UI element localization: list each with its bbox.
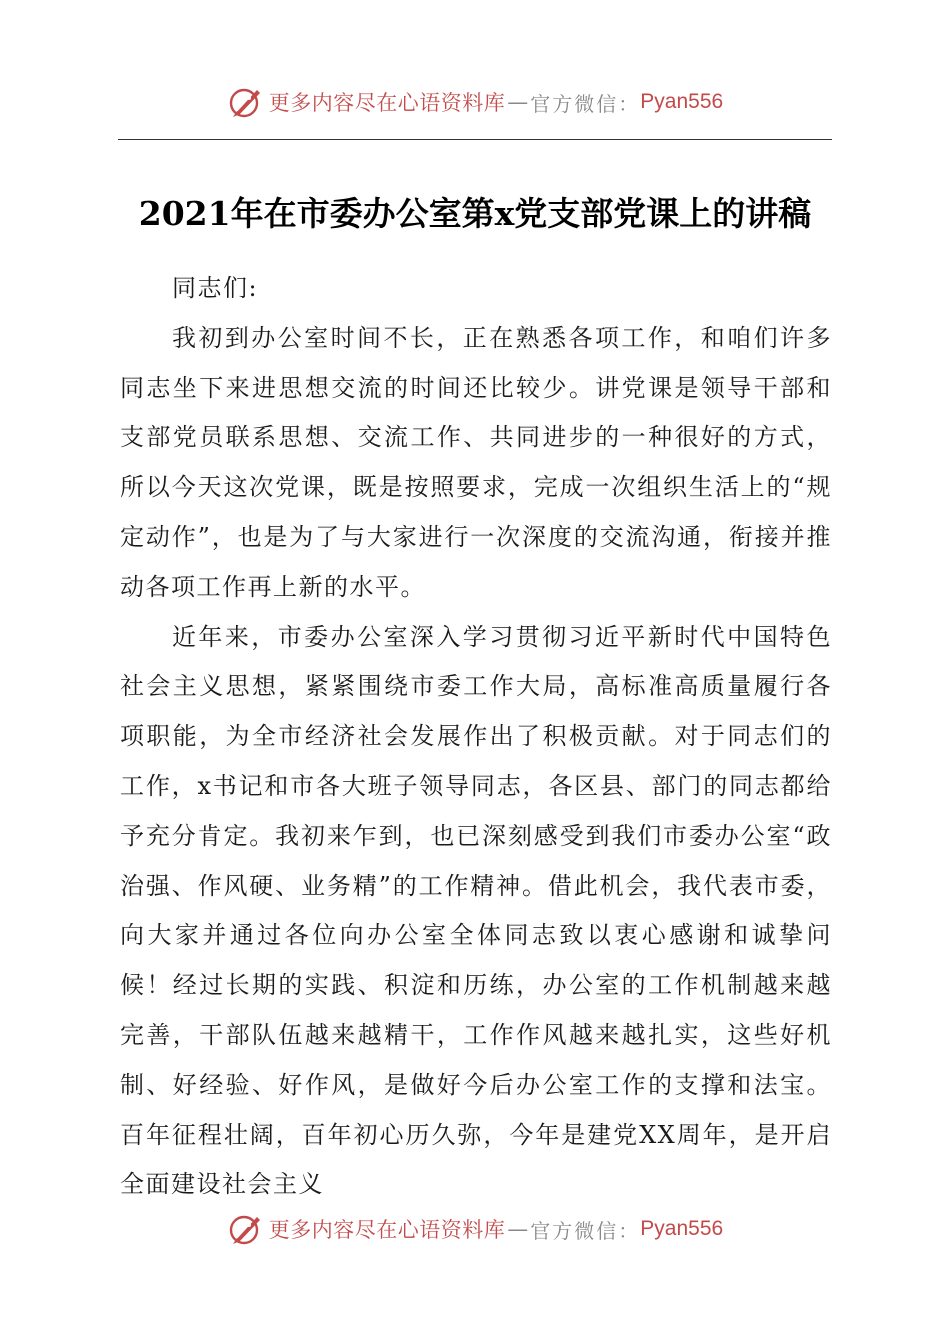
paragraph-2: 近年来，市委办公室深入学习贯彻习近平新时代中国特色社会主义思想，紧紧围绕市委工作大局，高标准高质量履行各项职能，为全市经济社会发展作出了积极贡献。对于同志们的工作，x书记和市各大班子领导同志，各区县、部门的同志都给予充分肯定。我初来乍到，也已深刻感受到我们市委办公室“政治强、作风硬、业务精”的工作精神。借此机会，我代表市委，向大家并通过各位向办公室全体同志致以衷心感谢和诚挚问候！经过长期的实践、积淀和历练，办公室的工作机制越来越完善，干部队伍越来越精干，工作作风越来越扎实，这些好机制、好经验、好作风，是做好今后办公室工作的支撑和法宝。百年征程壮阔，百年初心历久弥，今年是建党XX周年，是开启全面建设社会主义 — [120, 622, 832, 1199]
footer-dash: — — [507, 1217, 529, 1241]
document-title: 2021年在市委办公室第x党支部党课上的讲稿 — [138, 194, 812, 233]
quill-logo-icon — [227, 84, 263, 120]
banner-dash: — — [507, 90, 529, 114]
footer-wechat-label: 官方微信： — [530, 1218, 641, 1243]
header-banner — [0, 82, 950, 122]
banner-slogan: 更多内容尽在心语资料库 — [268, 91, 506, 115]
footer-wechat-account: Pyan556 — [640, 1217, 724, 1240]
document-body — [120, 264, 832, 1210]
quill-logo-icon — [227, 1211, 263, 1247]
paragraph-1: 我初到办公室时间不长，正在熟悉各项工作，和咱们许多同志坐下来进思想交流的时间还比较少。讲党课是领导干部和支部党员联系思想、交流工作、共同进步的一种很好的方式，所以今天这次党课，既是按照要求，完成一次组织生活上的“规定动作”，也是为了与大家进行一次深度的交流沟通，衔接并推动各项工作再上新的水平。 — [120, 323, 832, 601]
footer-slogan: 更多内容尽在心语资料库 — [268, 1218, 506, 1242]
footer-banner — [0, 1209, 950, 1249]
banner-wechat-account: Pyan556 — [640, 90, 724, 113]
greeting: 同志们: — [172, 274, 259, 302]
banner-wechat-label: 官方微信： — [530, 91, 641, 116]
header-divider — [118, 139, 832, 140]
